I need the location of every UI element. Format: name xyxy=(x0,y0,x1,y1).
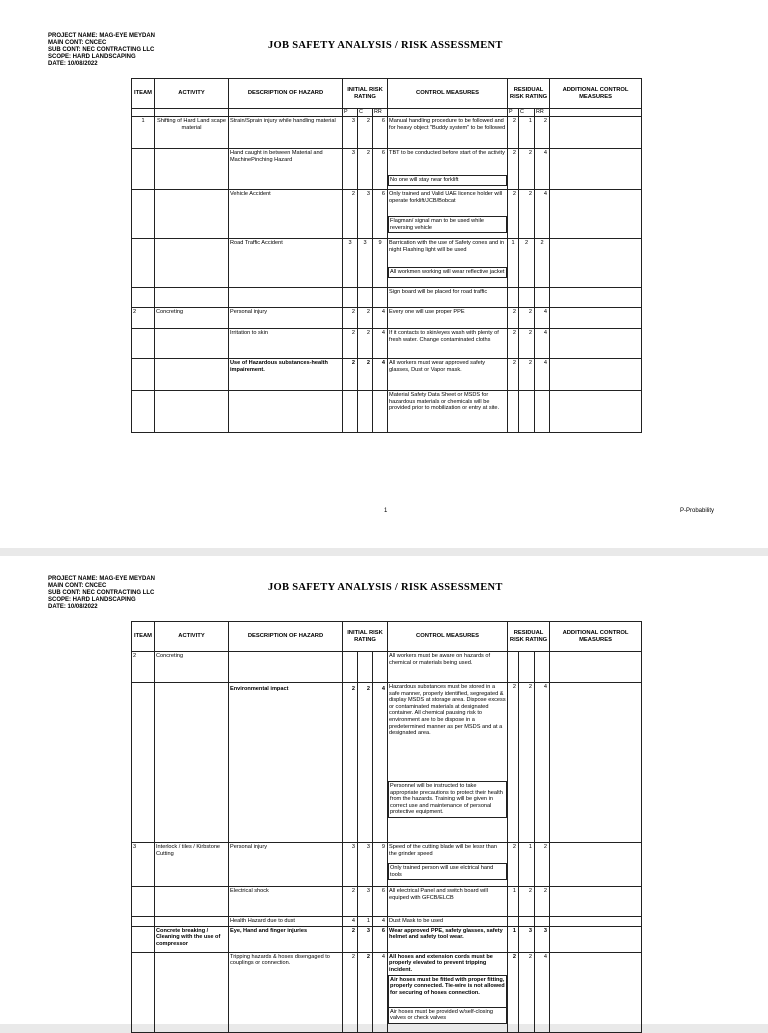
table-row xyxy=(132,308,642,329)
initial-c: 2 xyxy=(358,117,373,149)
table-row xyxy=(132,190,642,239)
initial-c: 1 xyxy=(358,917,373,927)
scope: SCOPE: HARD LANDSCAPING xyxy=(48,597,136,603)
hazard-cell: Strain/Sprain injury while handling material xyxy=(229,117,343,149)
residual-p: 2 xyxy=(508,952,519,1032)
initial-rr: 6 xyxy=(373,117,388,149)
control-cell: All workers must be aware on hazards of chemical or materials being used. xyxy=(388,652,508,683)
residual-c: 1 xyxy=(519,843,535,887)
control-text-2: No one will stay near forklift xyxy=(388,175,507,186)
residual-c: 2 xyxy=(519,239,535,288)
table-row xyxy=(132,117,642,149)
initial-p: 2 xyxy=(343,952,358,1032)
initial-c: 3 xyxy=(358,926,373,952)
initial-p: 3 xyxy=(343,239,358,288)
initial-p: 4 xyxy=(343,917,358,927)
initial-p: 2 xyxy=(343,308,358,329)
residual-rr: 2 xyxy=(535,239,550,288)
control-text-2: Only trained person will use elctrical hand tools xyxy=(388,863,507,880)
item-number: 2 xyxy=(132,308,155,329)
control-cell xyxy=(388,149,508,190)
control-cell: If it contacts to skin/eyes wash with plenty of fresh water. Change contaminated cloths xyxy=(388,329,508,359)
initial-c: 3 xyxy=(358,887,373,917)
document-title: JOB SAFETY ANALYSIS / RISK ASSESSMENT xyxy=(268,40,503,51)
hazard-cell: Irritation to skin xyxy=(229,329,343,359)
initial-c: 2 xyxy=(358,359,373,391)
initial-rr: 9 xyxy=(373,843,388,887)
rating-subheader-row xyxy=(132,109,642,117)
project-header xyxy=(48,33,155,68)
activity-cell: Concreting xyxy=(155,652,229,683)
document-title: JOB SAFETY ANALYSIS / RISK ASSESSMENT xyxy=(268,582,503,593)
date: DATE: 10/08/2022 xyxy=(48,604,98,610)
initial-c: 3 xyxy=(358,190,373,239)
hazard-cell: Use of Hazardous substances-health impairement. xyxy=(229,359,343,391)
table-header-row xyxy=(132,79,642,109)
col-hazard: DESCRIPTION OF HAZARD xyxy=(229,622,343,652)
control-cell: All electrical Panel and switch board will equiped with GFCB/ELCB xyxy=(388,887,508,917)
control-cell: Material Safety Data Sheet or MSDS for hazardous materials or chemicals will be provided prior to mobilization or entry at site. xyxy=(388,391,508,433)
activity-cell: Shifting of Hard Land scape material xyxy=(155,117,229,149)
initial-p: 2 xyxy=(343,190,358,239)
hazard-cell: Eye, Hand and finger injuries xyxy=(229,926,343,952)
hazard-cell: Tripping hazards & hoses disengaged to couplings or connection. xyxy=(229,952,343,1032)
residual-rr: 4 xyxy=(535,952,550,1032)
control-cell xyxy=(388,952,508,1032)
residual-p: 2 xyxy=(508,149,519,190)
col-item: ITEAM xyxy=(132,79,155,109)
initial-c: 2 xyxy=(358,149,373,190)
initial-rr: 6 xyxy=(373,926,388,952)
control-cell: Sign board will be placed for road traffic xyxy=(388,288,508,308)
table-row xyxy=(132,926,642,952)
control-text-2: Flagman/ signal man to be used while reversing vehicle xyxy=(388,216,507,233)
activity-cell: Concrete breaking / Cleaning with the use of compressor xyxy=(155,926,229,952)
control-text: Speed of the cutting blade will be lessr than the grinder speed xyxy=(389,844,497,857)
initial-rr: 4 xyxy=(373,952,388,1032)
col-hazard: DESCRIPTION OF HAZARD xyxy=(229,79,343,109)
initial-p: 2 xyxy=(343,329,358,359)
sub-c: C xyxy=(358,109,373,117)
sub-contractor: SUB CONT: NEC CONTRACTING LLC xyxy=(48,47,155,53)
control-text: Hazardous substances must be stored in a safe manner, properly identified, segregated & display MSDS at storage area. Dispose excess or contaminated materials at designated container. All chemical pausing risk to environment are to be dispose in a predetermined manner as per MSDS and at a designated area. xyxy=(389,684,506,737)
initial-p: 3 xyxy=(343,149,358,190)
hazard-cell: Health Hazard due to dust xyxy=(229,917,343,927)
table-row xyxy=(132,149,642,190)
col-residual: RESIDUAL RISK RATING xyxy=(508,79,550,109)
hazard-cell: Vehicle Accident xyxy=(229,190,343,239)
initial-c: 3 xyxy=(358,239,373,288)
control-text-2: All workmen working will wear reflective jacket xyxy=(388,267,507,278)
page-number: 1 xyxy=(384,508,388,514)
residual-rr: 2 xyxy=(535,843,550,887)
residual-p: 2 xyxy=(508,329,519,359)
initial-rr: 4 xyxy=(373,917,388,927)
project-name: PROJECT NAME: MAG-EYE MEYDAN xyxy=(48,576,156,582)
initial-p: 3 xyxy=(343,117,358,149)
col-control: CONTROL MEASURES xyxy=(388,79,508,109)
residual-p: 1 xyxy=(508,887,519,917)
item-number: 3 xyxy=(132,843,155,887)
initial-rr: 9 xyxy=(373,239,388,288)
sub-p: P xyxy=(343,109,358,117)
col-additional: ADDITIONAL CONTROL MEASURES xyxy=(550,79,642,109)
initial-p: 2 xyxy=(343,926,358,952)
sub-residual-p: P xyxy=(508,109,519,117)
residual-p: 1 xyxy=(508,926,519,952)
residual-c: 2 xyxy=(519,329,535,359)
residual-p: 1 xyxy=(508,239,519,288)
residual-rr: 2 xyxy=(535,117,550,149)
col-initial: INITIAL RISK RATING xyxy=(343,79,388,109)
initial-c: 3 xyxy=(358,843,373,887)
sub-rr: RR xyxy=(373,109,388,117)
initial-rr: 4 xyxy=(373,329,388,359)
residual-c: 2 xyxy=(519,887,535,917)
residual-rr: 4 xyxy=(535,149,550,190)
control-cell: Manual handling procedure to be followed and for heavy object "Buddy system" to be followed xyxy=(388,117,508,149)
table-row xyxy=(132,843,642,887)
hazard-cell: Electrical shock xyxy=(229,887,343,917)
sub-contractor: SUB CONT: NEC CONTRACTING LLC xyxy=(48,590,155,596)
residual-p: 2 xyxy=(508,359,519,391)
hazard-cell: Personal injury xyxy=(229,843,343,887)
initial-rr: 4 xyxy=(373,683,388,843)
main-contractor: MAIN CONT: CNCEC xyxy=(48,40,107,46)
residual-c: 1 xyxy=(519,117,535,149)
initial-rr: 6 xyxy=(373,887,388,917)
table-row xyxy=(132,683,642,843)
main-contractor: MAIN CONT: CNCEC xyxy=(48,583,107,589)
hazard-cell: Road Traffic Accident xyxy=(229,239,343,288)
col-control: CONTROL MEASURES xyxy=(388,622,508,652)
table-row xyxy=(132,329,642,359)
initial-rr: 4 xyxy=(373,308,388,329)
sub-residual-c: C xyxy=(519,109,535,117)
initial-p: 2 xyxy=(343,887,358,917)
legend-note: P-Probability xyxy=(680,508,715,514)
initial-c: 2 xyxy=(358,329,373,359)
residual-p: 2 xyxy=(508,308,519,329)
activity-cell: Interlock / tiles / Kirbstone Cutting xyxy=(155,843,229,887)
additional-cell xyxy=(550,117,642,149)
control-cell xyxy=(388,683,508,843)
residual-c: 2 xyxy=(519,190,535,239)
table-row xyxy=(132,288,642,308)
initial-rr: 6 xyxy=(373,149,388,190)
control-text-3: Air hoses must be provided w/self-closing valves or check valves xyxy=(388,1007,507,1024)
table-row xyxy=(132,887,642,917)
col-activity: ACTIVITY xyxy=(155,622,229,652)
control-cell xyxy=(388,843,508,887)
hazard-cell: Hand caught in between Material and MachinePinching Hazard xyxy=(229,149,343,190)
item-number: 1 xyxy=(132,117,155,149)
table-row xyxy=(132,391,642,433)
table-header-row xyxy=(132,622,642,652)
scope: SCOPE: HARD LANDSCAPING xyxy=(48,54,136,60)
col-additional: ADDITIONAL CONTROL MEASURES xyxy=(550,622,642,652)
hazard-cell: Environmental impact xyxy=(229,683,343,843)
col-item: ITEAM xyxy=(132,622,155,652)
risk-table-page-2 xyxy=(131,621,642,1033)
control-text-2: Personnel will be instructed to take appropriate precautions to protect their health from the hazards. Training will be given in correct use and maintenance of personal protective equipment. xyxy=(388,781,507,818)
initial-rr: 6 xyxy=(373,190,388,239)
control-cell xyxy=(388,190,508,239)
residual-p: 2 xyxy=(508,190,519,239)
item-number: 2 xyxy=(132,652,155,683)
control-text: Only trained and Valid UAE licence holder will operate forklift/JCB/Bobcat xyxy=(389,191,503,204)
control-cell: Every one will use proper PPE xyxy=(388,308,508,329)
initial-c: 2 xyxy=(358,683,373,843)
table-row xyxy=(132,239,642,288)
hazard-cell: Personal injury xyxy=(229,308,343,329)
risk-table-page-1 xyxy=(131,78,642,433)
table-row xyxy=(132,917,642,927)
residual-rr: 4 xyxy=(535,308,550,329)
project-name: PROJECT NAME: MAG-EYE MEYDAN xyxy=(48,33,156,39)
col-initial: INITIAL RISK RATING xyxy=(343,622,388,652)
initial-rr: 4 xyxy=(373,359,388,391)
control-cell xyxy=(388,239,508,288)
residual-rr: 4 xyxy=(535,329,550,359)
control-cell: All workers must wear approved safety glasses, Dust or Vapor mask. xyxy=(388,359,508,391)
residual-p: 2 xyxy=(508,683,519,843)
residual-c: 2 xyxy=(519,359,535,391)
initial-c: 2 xyxy=(358,308,373,329)
residual-rr: 2 xyxy=(535,887,550,917)
date: DATE: 10/08/2022 xyxy=(48,61,98,67)
residual-p: 2 xyxy=(508,843,519,887)
control-text: TBT to be conducted before start of the activity xyxy=(389,150,505,156)
residual-rr: 3 xyxy=(535,926,550,952)
control-cell: Dust Mask to be used xyxy=(388,917,508,927)
residual-rr: 4 xyxy=(535,683,550,843)
table-row xyxy=(132,652,642,683)
project-header xyxy=(48,576,155,611)
initial-p: 3 xyxy=(343,843,358,887)
residual-c: 2 xyxy=(519,952,535,1032)
residual-p: 2 xyxy=(508,117,519,149)
activity-cell: Concreting xyxy=(155,308,229,329)
table-row xyxy=(132,952,642,1032)
initial-p: 2 xyxy=(343,683,358,843)
control-cell: Wear approved PPE, safety glasses, safety helmet and safety tool wear. xyxy=(388,926,508,952)
col-residual: RESIDUAL RISK RATING xyxy=(508,622,550,652)
page-2 xyxy=(0,556,768,1024)
residual-rr: 4 xyxy=(535,190,550,239)
col-activity: ACTIVITY xyxy=(155,79,229,109)
control-text: Barrication with the use of Safety cones and in night Flashing light will be used xyxy=(389,240,505,253)
control-text-2: Air hoses must be fitted with proper fitting, properly connected. Tie-wire is not allowed for securing of hoses connection. xyxy=(388,975,507,1008)
residual-c: 2 xyxy=(519,683,535,843)
residual-rr: 4 xyxy=(535,359,550,391)
sub-residual-rr: RR xyxy=(535,109,550,117)
control-text: All hoses and extension cords must be properly elevated to prevent tripping incident. xyxy=(389,953,493,973)
residual-c: 3 xyxy=(519,926,535,952)
initial-p: 2 xyxy=(343,359,358,391)
residual-c: 2 xyxy=(519,308,535,329)
initial-c: 2 xyxy=(358,952,373,1032)
table-row xyxy=(132,359,642,391)
residual-c: 2 xyxy=(519,149,535,190)
